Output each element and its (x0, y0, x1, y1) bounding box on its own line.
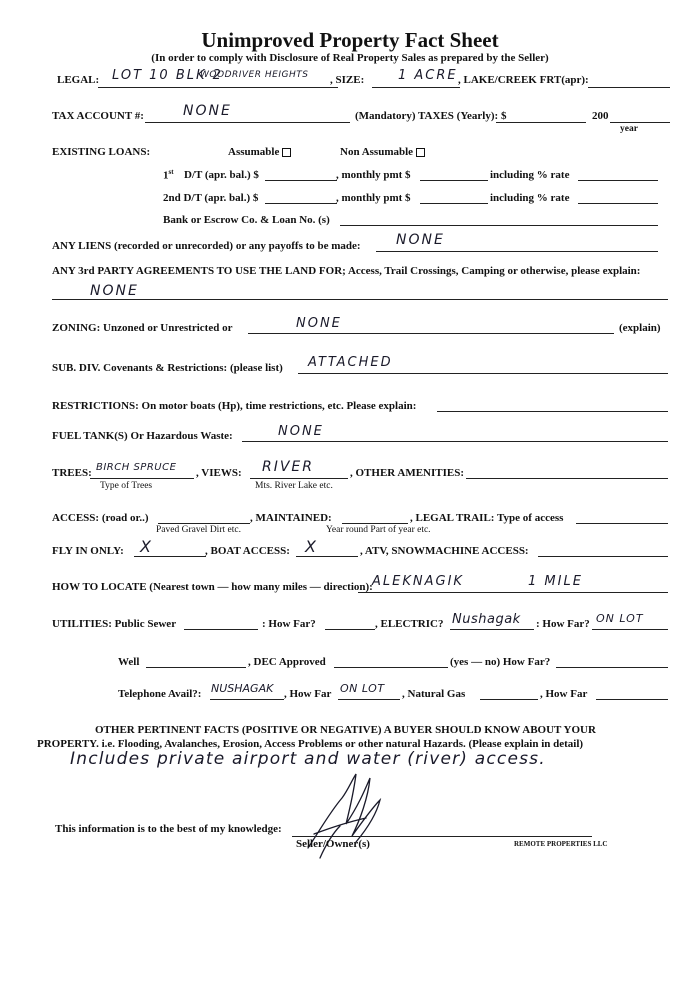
boat-access-value[interactable]: X (305, 537, 318, 556)
electric-how-far-line (592, 629, 668, 630)
electric-line (450, 629, 534, 630)
fly-in-label: FLY IN ONLY: (52, 545, 124, 557)
locate-miles[interactable]: 1 MILE (528, 574, 583, 589)
non-assumable-label: Non Assumable (340, 146, 414, 158)
electric-how-far-label: : How Far? (536, 618, 590, 630)
gas-line[interactable] (480, 699, 538, 700)
views-caption: Mts. River Lake etc. (255, 481, 333, 491)
views-value[interactable]: RIVER (262, 459, 315, 475)
tax-year-caption: year (620, 124, 638, 134)
trees-label: TREES: (52, 467, 92, 479)
subdiv-value[interactable]: ATTACHED (308, 355, 393, 370)
amenities-label: , OTHER AMENITIES: (350, 467, 464, 479)
size-line (372, 87, 460, 88)
maintained-label: , MAINTAINED: (250, 512, 332, 524)
tax-label: TAX ACCOUNT #: (52, 110, 144, 122)
second-monthly-line[interactable] (420, 203, 488, 204)
trees-line (90, 478, 194, 479)
fuel-label: FUEL TANK(S) Or Hazardous Waste: (52, 430, 233, 442)
tax-year-line[interactable] (610, 122, 670, 123)
subdiv-line (298, 373, 668, 374)
assumable-checkbox[interactable] (282, 148, 291, 157)
third-party-label: ANY 3rd PARTY AGREEMENTS TO USE THE LAND FOR; Access, Trail Crossings, Camping or otherwise, please explain: (52, 265, 641, 277)
trees-caption: Type of Trees (100, 481, 153, 491)
utilities-label: UTILITIES: Public Sewer (52, 618, 177, 630)
access-label: ACCESS: (road or..) (52, 512, 149, 524)
boat-access-line (296, 556, 358, 557)
legal-value[interactable]: LOT 10 BLK 2 (112, 68, 223, 83)
legal-label: LEGAL: (57, 74, 100, 86)
tax-line (145, 122, 350, 123)
access-road-line[interactable] (158, 523, 250, 524)
tax-value[interactable]: NONE (183, 103, 232, 119)
zoning-explain: (explain) (619, 322, 661, 334)
maintained-caption: Year round Part of year etc. (326, 525, 431, 535)
well-line[interactable] (146, 667, 246, 668)
gas-label: , Natural Gas (402, 688, 466, 700)
zoning-line (248, 333, 614, 334)
maintained-line[interactable] (342, 523, 408, 524)
restrictions-label: RESTRICTIONS: On motor boats (Hp), time restrictions, etc. Please explain: (52, 400, 417, 412)
first-monthly-line[interactable] (420, 180, 488, 181)
first-dt-number: 1st (163, 168, 174, 182)
phone-how-far-label: , How Far (284, 688, 332, 700)
well-how-far-line[interactable] (556, 667, 668, 668)
second-monthly-label: , monthly pmt $ (336, 192, 411, 204)
locate-label: HOW TO LOCATE (Nearest town — how many miles — direction): (52, 581, 373, 593)
second-rate-label: including % rate (490, 192, 570, 204)
third-party-value[interactable]: NONE (90, 283, 139, 299)
atv-label: , ATV, SNOWMACHINE ACCESS: (360, 545, 529, 557)
telephone-label: Telephone Avail?: (118, 688, 202, 700)
second-dt-label: 2nd D/T (apr. bal.) $ (163, 192, 259, 204)
restrictions-line[interactable] (437, 411, 668, 412)
form-title: Unimproved Property Fact Sheet (201, 28, 499, 52)
atv-line[interactable] (538, 556, 668, 557)
amenities-line[interactable] (466, 478, 668, 479)
fuel-value[interactable]: NONE (278, 424, 324, 439)
first-rate-label: including % rate (490, 169, 570, 181)
well-how-far-label: (yes — no) How Far? (450, 656, 551, 668)
loans-label: EXISTING LOANS: (52, 146, 151, 158)
facts-value[interactable]: Includes private airport and water (river) access. (70, 749, 546, 769)
bank-line[interactable] (340, 225, 658, 226)
locate-line (358, 592, 668, 593)
fuel-line (242, 441, 668, 442)
boat-access-label: , BOAT ACCESS: (205, 545, 290, 557)
fly-in-value[interactable]: X (140, 537, 153, 556)
legal-trail-line[interactable] (576, 523, 668, 524)
company-name: REMOTE PROPERTIES LLC (514, 840, 608, 848)
first-dt-balance-line[interactable] (265, 180, 337, 181)
legal-trail-label: , LEGAL TRAIL: Type of access (410, 512, 564, 524)
subdiv-label: SUB. DIV. Covenants & Restrictions: (please list) (52, 362, 283, 374)
views-label: , VIEWS: (196, 467, 242, 479)
facts-heading: OTHER PERTINENT FACTS (POSITIVE OR NEGATIVE) A BUYER SHOULD KNOW ABOUT YOUR (95, 724, 596, 736)
zoning-label: ZONING: Unzoned or Unrestricted or (52, 322, 233, 334)
size-label: , SIZE: (330, 74, 365, 86)
second-dt-balance-line[interactable] (265, 203, 337, 204)
signature-caption: Seller/Owner(s) (296, 838, 370, 850)
legal-line (98, 87, 338, 88)
phone-how-far-value[interactable]: ON LOT (340, 682, 385, 695)
telephone-value[interactable]: NUSHAGAK (211, 682, 274, 695)
signature-label: This information is to the best of my knowledge: (55, 823, 282, 835)
fly-in-line (134, 556, 206, 557)
zoning-value[interactable]: NONE (296, 316, 342, 331)
dec-label: , DEC Approved (248, 656, 326, 668)
well-label: Well (118, 656, 140, 668)
size-value[interactable]: 1 ACRE (398, 68, 458, 83)
form-subtitle: (In order to comply with Disclosure of Real Property Sales as prepared by the Seller) (151, 52, 549, 64)
non-assumable-option[interactable] (340, 146, 425, 158)
telephone-line (210, 699, 284, 700)
access-caption: Paved Gravel Dirt etc. (156, 525, 241, 535)
first-dt-label: D/T (apr. bal.) $ (184, 169, 259, 181)
trees-value[interactable]: BIRCH SPRUCE (96, 462, 177, 473)
legal-value-2[interactable]: WOODRIVER HEIGHTS (200, 70, 309, 80)
taxes-line[interactable] (496, 122, 586, 123)
second-rate-line[interactable] (578, 203, 658, 204)
first-rate-line[interactable] (578, 180, 658, 181)
electric-label: , ELECTRIC? (375, 618, 444, 630)
tax-mandatory-label: (Mandatory) TAXES (Yearly): $ (355, 110, 507, 122)
sewer-how-far-line[interactable] (325, 629, 375, 630)
phone-how-far-line (338, 699, 400, 700)
first-monthly-label: , monthly pmt $ (336, 169, 411, 181)
assumable-option[interactable] (228, 146, 291, 158)
liens-line (376, 251, 658, 252)
tax-year-prefix: 200 (592, 110, 609, 122)
views-line (250, 478, 348, 479)
lake-label: , LAKE/CREEK FRT(apr): (458, 74, 589, 86)
assumable-label: Assumable (228, 146, 280, 158)
facts-instructions: PROPERTY. i.e. Flooding, Avalanches, Erosion, Access Problems or other natural Hazards. (Please explain in detail) (37, 738, 584, 750)
dec-line[interactable] (334, 667, 448, 668)
electric-how-far-value[interactable]: ON LOT (596, 612, 644, 625)
lake-line[interactable] (588, 87, 670, 88)
bank-label: Bank or Escrow Co. & Loan No. (s) (163, 214, 330, 226)
electric-value[interactable]: Nushagak (452, 612, 521, 627)
gas-how-far-line[interactable] (596, 699, 668, 700)
non-assumable-checkbox[interactable] (416, 148, 425, 157)
liens-value[interactable]: NONE (396, 232, 445, 248)
gas-how-far-label: , How Far (540, 688, 588, 700)
sewer-line[interactable] (184, 629, 258, 630)
third-party-line (52, 299, 668, 300)
liens-label: ANY LIENS (recorded or unrecorded) or any payoffs to be made: (52, 240, 361, 252)
sewer-how-far-label: : How Far? (262, 618, 316, 630)
locate-value[interactable]: ALEKNAGIK (372, 574, 464, 589)
